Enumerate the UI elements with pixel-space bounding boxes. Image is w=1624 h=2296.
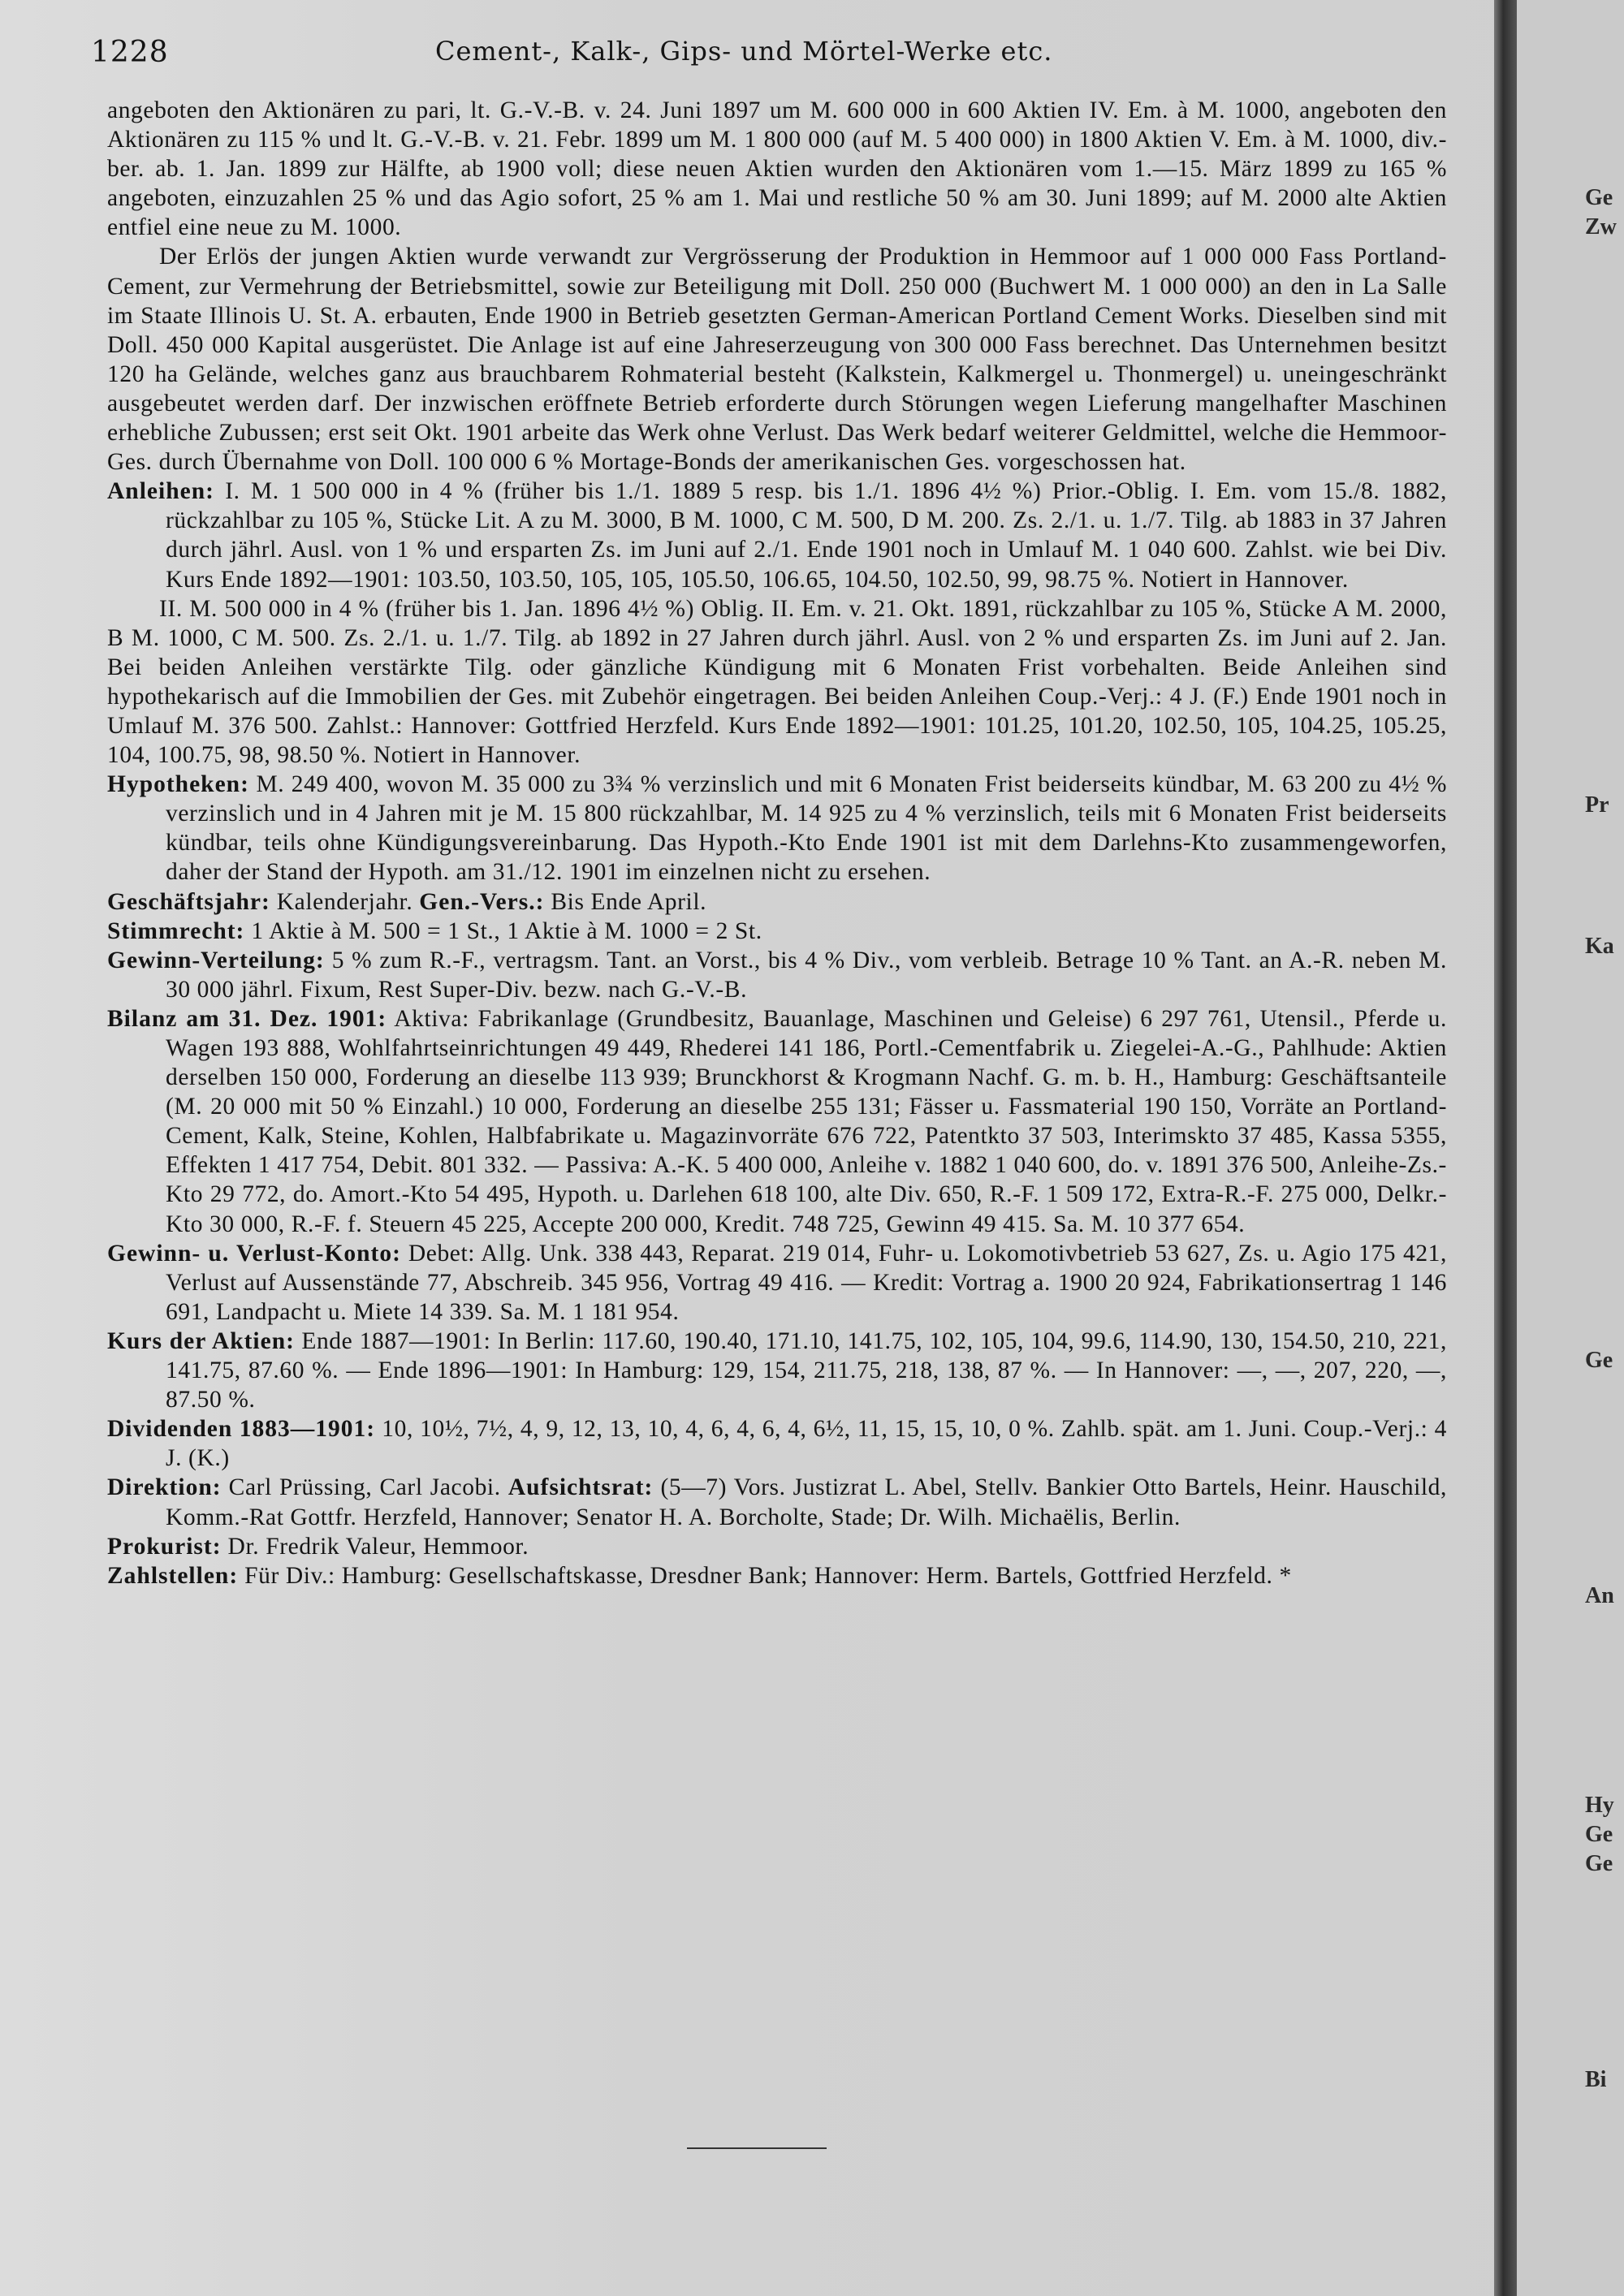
entry-gewinn-verlust [107,1239,1447,1327]
label-dividenden: Dividenden 1883—1901: [107,1416,376,1443]
running-head [91,36,1106,84]
text-prokurist: Dr. Fredrik Valeur, Hemmoor. [227,1533,529,1560]
margin-fragment: Ge [1585,1348,1613,1373]
label-kurs: Kurs der Aktien: [107,1327,295,1354]
paragraph-proceeds-use: Der Erlös der jungen Aktien wurde verwandt zur Vergrösserung der Produktion in Hemmoor auf 1 000 000 Fass Portland-Cement, zur Vermehrung der Betriebsmittel, sowie zur Beteiligung mit Doll. 250 000 (Buchwert M. 1 000 000) an den in La Salle im Staate Illinois U. St. A. erbauten, Ende 1900 in Betrieb gesetzten German-American Portland Cement Works. Dieselben sind mit Doll. 450 000 Kapital ausgerüstet. Die Anlage ist auf eine Jahreserzeugung von 300 000 Fass berechnet. Das Unternehmen besitzt 120 ha Gelände, welches ganz aus brauchbarem Rohmaterial besteht (Kalkstein, Kalkmergel u. Thonmergel) u. uneingeschränkt ausgebeutet werden darf. Der inzwischen eröffnete Betrieb erforderte durch Störungen wegen Lieferung mangelhafter Maschinen erhebliche Zubussen; erst seit Okt. 1901 arbeite das Werk ohne Verlust. Das Werk bedarf weiterer Geldmittel, welche die Hemmoor-Ges. durch Übernahme von Doll. 100 000 6 % Mortage-Bonds der amerikanischen Ges. vorgeschossen hat. [107,244,1447,476]
entry-prokurist [107,1532,1447,1561]
label-direktion: Direktion: [107,1474,222,1501]
header-title: Cement-, Kalk-, Gips- und Mörtel-Werke etc. [435,36,1053,67]
text-gewinn-verlust: Debet: Allg. Unk. 338 443, Reparat. 219 014, Fuhr- u. Lokomotivbetrieb 53 627, Zs. u. Agio 175 421, Verlust auf Aussenstände 77, Abschreib. 345 956, Vortrag 49 416. — Kredit: Vortrag a. 1900 20 924, Fabrikationsertrag 1 146 691, Landpacht u. Miete 14 339. Sa. M. 1 181 954. [166,1240,1447,1325]
entry-direktion [107,1473,1447,1531]
margin-fragment: An [1585,1583,1614,1608]
text-bilanz: Aktiva: Fabrikanlage (Grundbesitz, Bauanlage, Maschinen und Geleise) 6 297 761, Utensil., Pferde u. Wagen 193 888, Wohlfahrtseinrichtungen 49 449, Rhederei 141 186, Portl.-Cementfabrik u. Ziegelei-A.-G., Pahlhude: Aktien derselben 150 000, Forderung an dieselbe 113 939; Brunckhorst & Krogmann Nachf. G. m. b. H., Hamburg: Geschäftsanteile (M. 20 000 mit 50 % Einzahl.) 10 000, Forderung an dieselbe 255 131; Fässer u. Fassmaterial 190 150, Vorräte an Portland-Cement, Kalk, Steine, Kohlen, Halbfabrikate u. Magazinvorräte 676 722, Patentkto 37 503, Interimskto 37 485, Kassa 5355, Effekten 1 417 754, Debit. 801 332. — Passiva: A.-K. 5 400 000, Anleihe v. 1882 1 040 600, do. v. 1891 376 500, Anleihe-Zs.-Kto 29 772, do. Amort.-Kto 54 495, Hypoth. u. Darlehen 618 100, alte Div. 650, R.-F. 1 509 172, Extra-R.-F. 275 000, Delkr.-Kto 30 000, R.-F. f. Steuern 45 225, Accepte 200 000, Kredit. 748 725, Gewinn 49 415. Sa. M. 10 377 654. [166,1005,1447,1237]
text-aufsichtsrat: (5—7) Vors. Justizrat L. Abel, Stellv. Bankier Otto Bartels, Heinr. Hauschild, Komm.-Rat Gottfr. Herzfeld, Hannover; Senator H. A. Borcholte, Stade; Dr. Wilh. Michaëlis, Berlin. [166,1474,1448,1530]
text-direktion: Carl Prüssing, Carl Jacobi. [228,1474,501,1501]
text-geschaeftsjahr: Kalenderjahr. [276,888,413,915]
label-gewinn-verlust: Gewinn- u. Verlust-Konto: [107,1240,401,1267]
label-aufsichtsrat: Aufsichtsrat: [508,1474,654,1501]
paragraph-capital-history: angeboten den Aktionären zu pari, lt. G.-V.-B. v. 24. Juni 1897 um M. 600 000 in 600 Aktien IV. Em. à M. 1000, angeboten den Aktionären zu 115 % und lt. G.-V.-B. v. 21. Febr. 1899 um M. 1 800 000 (auf M. 5 400 000) in 1800 Aktien V. Em. à M. 1000, div.-ber. ab. 1. Jan. 1899 zur Hälfte, ab 1900 voll; diese neuen Aktien wurden den Aktionären vom 1.—15. März 1899 zu 165 % angeboten, einzuzahlen 25 % und das Agio sofort, 25 % am 1. Mai und restliche 50 % am 30. Juni 1899; auf M. 2000 alte Aktien entfiel eine neue zu M. 1000. [107,97,1447,241]
text-zahlstellen: Für Div.: Hamburg: Gesellschaftskasse, Dresdner Bank; Hannover: Herm. Bartels, Gottfried Herzfeld. * [244,1562,1292,1589]
entry-bilanz [107,1004,1447,1239]
label-gen-vers: Gen.-Vers.: [419,888,545,915]
label-geschaeftsjahr: Geschäftsjahr: [107,888,270,915]
entry-dividenden [107,1414,1447,1473]
entry-anleihen [107,477,1447,593]
entry-anleihen-2: II. M. 500 000 in 4 % (früher bis 1. Jan. 1896 4½ %) Oblig. II. Em. v. 21. Okt. 1891, rückzahlbar zu 105 %, Stücke A M. 2000, B M. 1000, C M. 500. Zs. 2./1. u. 1./7. Tilg. ab 1892 in 27 Jahren durch jährl. Ausl. von 2 % und ersparten Zs. im Juni auf 2. Jan. Bei beiden Anleihen verstärkte Tilg. oder gänzliche Kündigung mit 6 Monaten Frist vorbehalten. Beide Anleihen sind hypothekarisch auf die Immobilien der Ges. mit Zubehör eingetragen. Bei beiden Anleihen Coup.-Verj.: 4 J. (F.) Ende 1901 noch in Umlauf M. 376 500. Zahlst.: Hannover: Gottfried Herzfeld. Kurs Ende 1892—1901: 101.25, 101.20, 102.50, 105, 104.25, 105.25, 104, 100.75, 98, 98.50 %. Notiert in Hannover. [107,595,1447,769]
entry-hypotheken [107,770,1447,887]
entry-geschaeftsjahr [107,887,1447,917]
margin-fragment: Ka [1585,934,1614,959]
margin-fragment: Zw [1585,214,1617,240]
text-gen-vers: Bis Ende April. [551,888,707,915]
text-anleihen-1: I. M. 1 500 000 in 4 % (früher bis 1./1. 1889 5 resp. bis 1./1. 1896 4½ %) Prior.-Oblig. I. Em. vom 15./8. 1882, rückzahlbar zu 105 %, Stücke Lit. A zu M. 3000, B M. 1000, C M. 500, D M. 200. Zs. 2./1. u. 1./7. Tilg. ab 1883 in 37 Jahren durch jährl. Ausl. von 1 % und ersparten Zs. im Juni auf 2./1. Ende 1901 noch in Umlauf M. 1 040 600. Zahlst. wie bei Div. Kurs Ende 1892—1901: 103.50, 103.50, 105, 105, 105.50, 106.65, 104.50, 102.50, 99, 98.75 %. Notiert in Hannover. [166,478,1447,593]
margin-fragment: Bi [1585,2067,1607,2092]
entry-zahlstellen [107,1561,1447,1590]
label-gewinn-verteilung: Gewinn-Verteilung: [107,947,325,973]
page-number: 1228 [91,36,169,69]
label-stimmrecht: Stimmrecht: [107,917,245,944]
text-hypotheken: M. 249 400, wovon M. 35 000 zu 3¾ % verzinslich und mit 6 Monaten Frist beiderseits kündbar, M. 63 200 zu 4½ % verzinslich und in 4 Jahren mit je M. 15 800 rückzahlbar, M. 14 925 zu 4 % verzinslich, teils mit 6 Monaten Frist beiderseits kündbar, teils ohne Kündigungsvereinbarung. Das Hypoth.-Kto Ende 1901 ist mit dem Darlehns-Kto zusammengeworfen, daher der Stand der Hypoth. am 31./12. 1901 im einzelnen nicht zu ersehen. [166,771,1447,886]
section-separator-rule [687,2147,827,2149]
label-hypotheken: Hypotheken: [107,771,249,798]
margin-fragment: Ge [1585,1851,1613,1876]
body-text [107,96,1447,1590]
facing-page-fragments [1585,0,1624,2296]
margin-fragment: Hy [1585,1793,1614,1818]
text-dividenden: 10, 10½, 7½, 4, 9, 12, 13, 10, 4, 6, 4, 6, 4, 6½, 11, 15, 15, 10, 0 %. Zahlb. spät. am 1. Juni. Coup.-Verj.: 4 J. (K.) [166,1416,1447,1472]
text-stimmrecht: 1 Aktie à M. 500 = 1 St., 1 Aktie à M. 1000 = 2 St. [251,917,762,944]
margin-fragment: Ge [1585,185,1613,210]
margin-fragment: Ge [1585,1822,1613,1847]
label-prokurist: Prokurist: [107,1533,222,1560]
margin-fragment: Pr [1585,792,1609,818]
entry-kurs [107,1327,1447,1414]
book-gutter [1494,0,1517,2296]
label-anleihen: Anleihen: [107,478,214,505]
text-kurs: Ende 1887—1901: In Berlin: 117.60, 190.40, 171.10, 141.75, 102, 105, 104, 99.6, 114.90, 130, 154.50, 210, 221, 141.75, 87.60 %. — Ende 1896—1901: In Hamburg: 129, 154, 211.75, 218, 138, 87 %. — In Hannover: —, —, 207, 220, —, 87.50 %. [166,1327,1447,1413]
text-gewinn-verteilung: 5 % zum R.-F., vertragsm. Tant. an Vorst., bis 4 % Div., vom verbleib. Betrage 10 % Tant. an A.-R. neben M. 30 000 jährl. Fixum, Rest Super-Div. bezw. nach G.-V.-B. [166,947,1447,1003]
entry-gewinn-verteilung [107,946,1447,1004]
label-bilanz: Bilanz am 31. Dez. 1901: [107,1005,387,1032]
entry-stimmrecht [107,917,1447,946]
label-zahlstellen: Zahlstellen: [107,1562,239,1589]
